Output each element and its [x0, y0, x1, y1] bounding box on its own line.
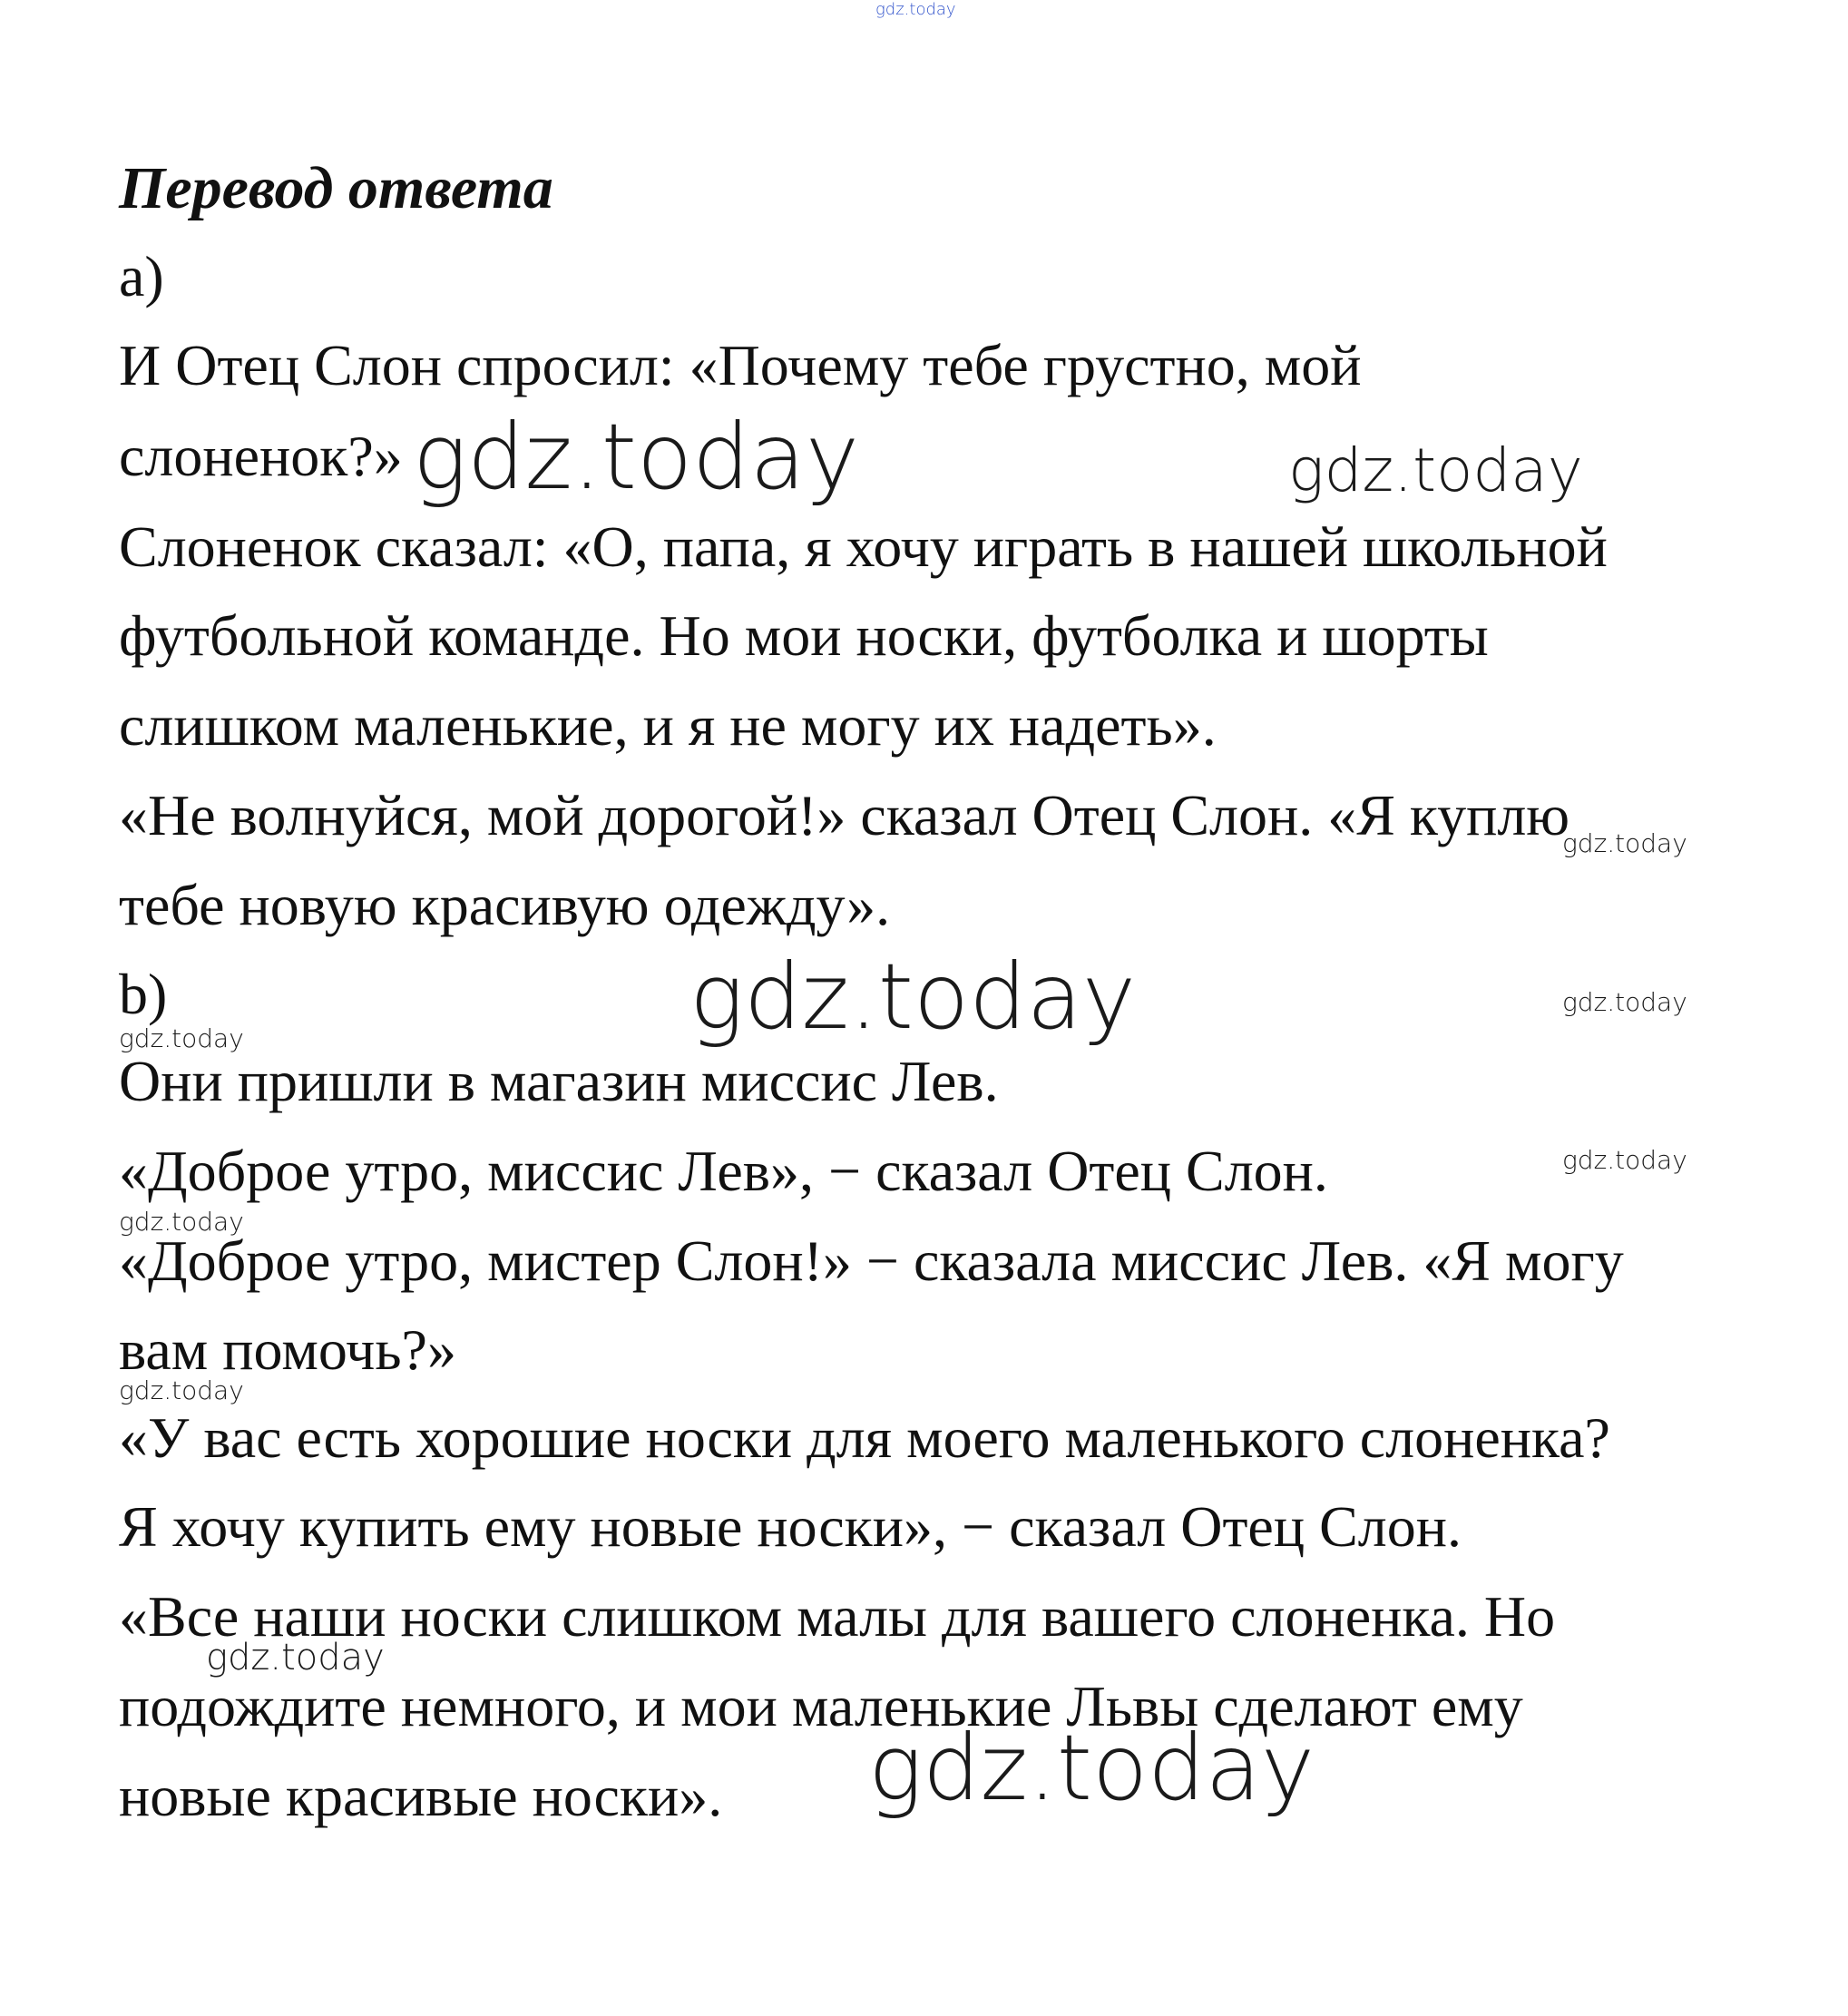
- text-line: слоненок?»: [119, 424, 403, 488]
- text-line: Они пришли в магазин миссис Лев.: [119, 1049, 999, 1113]
- text-line: «Все наши носки слишком малы для вашего слоненка. Но: [119, 1584, 1556, 1649]
- watermark: gdz.today: [119, 1207, 244, 1237]
- section-label-b: b): [119, 962, 168, 1026]
- text-line: новые красивые носки».: [119, 1764, 723, 1828]
- watermark: gdz.today: [413, 404, 860, 510]
- watermark: gdz.today: [119, 1375, 244, 1405]
- watermark: gdz.today: [119, 1023, 244, 1053]
- text-line: Я хочу купить ему новые носки», − сказал Отец Слон.: [119, 1494, 1462, 1559]
- text-line: «У вас есть хорошие носки для моего маленького слоненка?: [119, 1405, 1610, 1470]
- text-line: футбольной команде. Но мои носки, футболка и шорты: [119, 603, 1489, 668]
- text-line: слишком маленькие, и я не могу их надеть».: [119, 693, 1217, 758]
- text-line: вам помочь?»: [119, 1317, 456, 1382]
- watermark-top: gdz.today: [875, 0, 956, 19]
- text-line: подождите немного, и мои маленькие Львы сделают ему: [119, 1674, 1523, 1738]
- text-line: «Доброе утро, миссис Лев», − сказал Отец Слон.: [119, 1139, 1328, 1203]
- watermark: gdz.today: [868, 1715, 1315, 1821]
- watermark: gdz.today: [1562, 1145, 1687, 1175]
- watermark: gdz.today: [1562, 987, 1687, 1017]
- text-line: «Не волнуйся, мой дорогой!» сказал Отец Слон. «Я куплю: [119, 783, 1570, 847]
- text-line: Слоненок сказал: «О, папа, я хочу играть в нашей школьной: [119, 514, 1608, 579]
- text-line: тебе новую красивую одежду».: [119, 873, 891, 937]
- watermark: gdz.today: [689, 944, 1137, 1050]
- text-line: И Отец Слон спросил: «Почему тебе грустно, мой: [119, 333, 1362, 397]
- watermark: gdz.today: [1562, 828, 1687, 858]
- section-label-a: a): [119, 244, 164, 308]
- watermark: gdz.today: [1288, 435, 1583, 505]
- page-title: Перевод ответа: [119, 155, 553, 221]
- watermark: gdz.today: [206, 1637, 385, 1678]
- text-line: «Доброе утро, мистер Слон!» − сказала миссис Лев. «Я могу: [119, 1228, 1624, 1293]
